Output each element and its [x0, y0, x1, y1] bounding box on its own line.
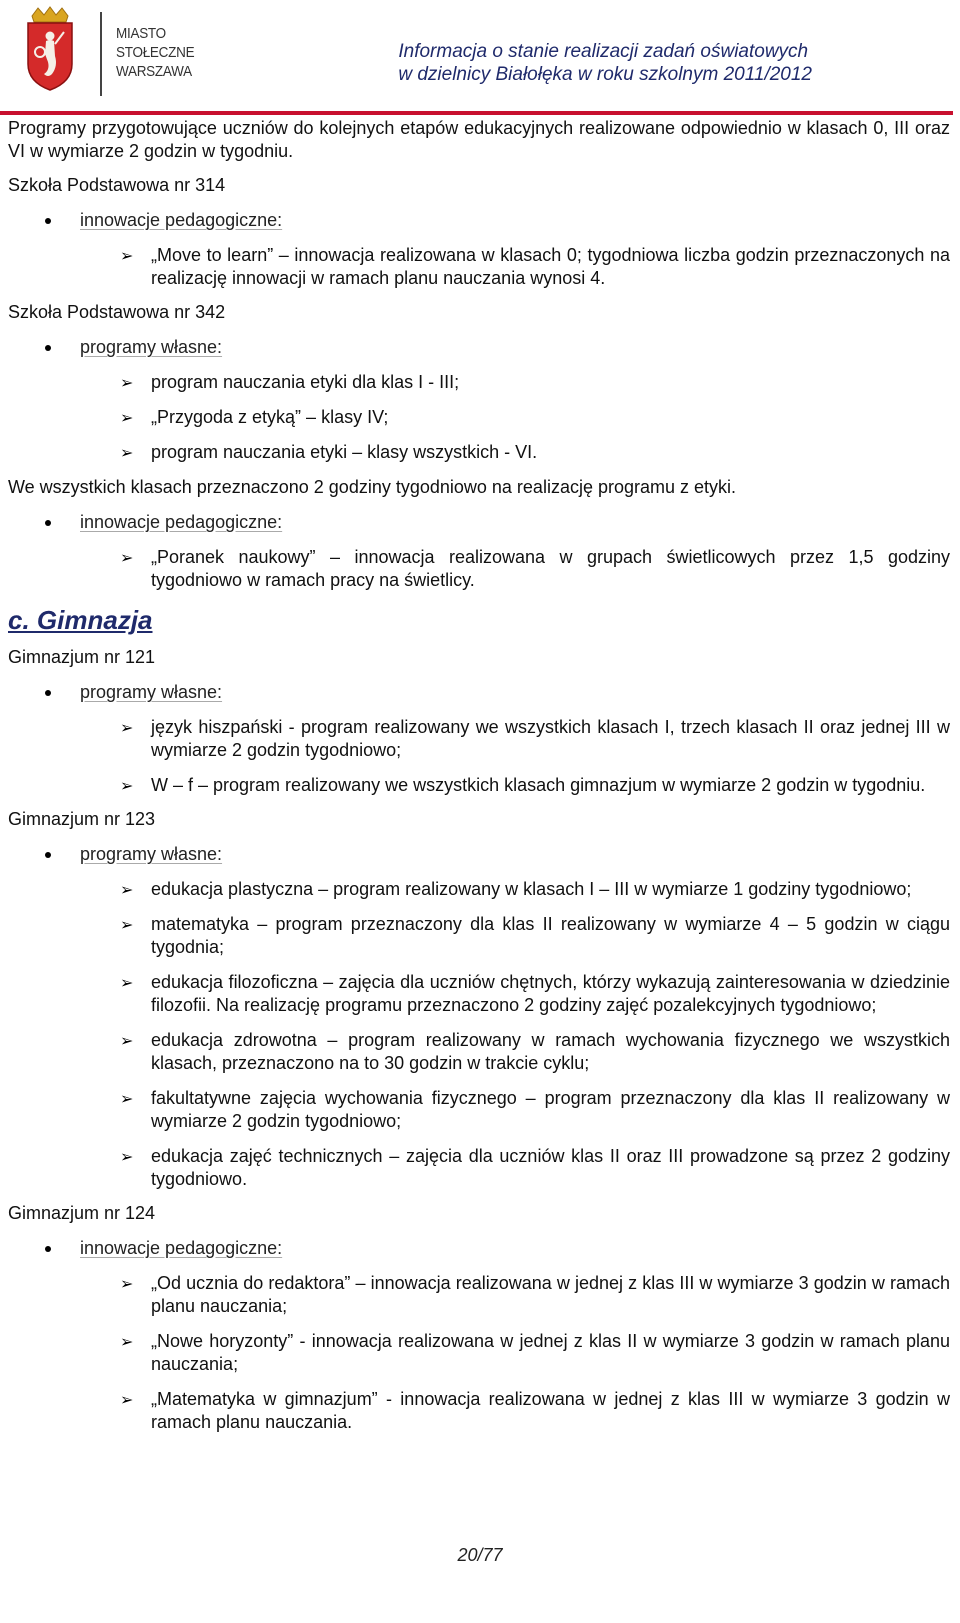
list-item-text: „Od ucznia do redaktora” – innowacja realizowana w jednej z klas III w wymiarze 3 godzin w ramach planu nauczania; [151, 1273, 950, 1316]
arrowhead-bullet-icon: ➢ [120, 1392, 134, 1409]
list-item-text: „Matematyka w gimnazjum” - innowacja realizowana w jednej z klas III w wymiarze 3 godzin w ramach planu nauczania. [151, 1389, 950, 1432]
list-item-text: program nauczania etyki dla klas I - III; [151, 372, 460, 392]
arrowhead-bullet-icon: ➢ [120, 375, 134, 392]
bullet-label: programy własne: [80, 337, 223, 357]
logo-line-3: WARSZAWA [116, 63, 192, 80]
bullet-dot-icon [45, 218, 51, 224]
arrowhead-bullet-icon: ➢ [120, 1091, 134, 1108]
list-item-text: edukacja plastyczna – program realizowany w klasach I – III w wymiarze 1 godziny tygodniowo; [151, 879, 912, 899]
bullet-item [8, 681, 950, 704]
school-heading-sp314: Szkoła Podstawowa nr 314 [8, 175, 226, 195]
list-item [8, 913, 950, 959]
arrowhead-bullet-icon: ➢ [120, 917, 134, 934]
arrowhead-bullet-icon: ➢ [120, 882, 134, 899]
list-item [8, 1330, 950, 1376]
arrowhead-bullet-icon: ➢ [120, 1334, 134, 1351]
document-title-line-2: w dzielnicy Białołęka w roku szkolnym 2011/2012 [398, 64, 812, 85]
bullet-dot-icon [45, 852, 51, 858]
document-title [398, 40, 812, 86]
list-item [8, 1087, 950, 1133]
arrowhead-bullet-icon: ➢ [120, 720, 134, 737]
list-item [8, 1272, 950, 1318]
bullet-label: innowacje pedagogiczne: [80, 1238, 283, 1258]
arrowhead-bullet-icon: ➢ [120, 445, 134, 462]
list-item-text: „Przygoda z etyką” – klasy IV; [151, 407, 389, 427]
arrowhead-bullet-icon: ➢ [120, 1276, 134, 1293]
school-heading-g124: Gimnazjum nr 124 [8, 1203, 156, 1223]
list-item [8, 971, 950, 1017]
list-item [8, 406, 950, 429]
bullet-dot-icon [45, 520, 51, 526]
header-rule [0, 111, 953, 115]
bullet-label: innowacje pedagogiczne: [80, 210, 283, 230]
list-item [8, 878, 950, 901]
bullet-label: programy własne: [80, 844, 223, 864]
bullet-dot-icon [45, 345, 51, 351]
bullet-item [8, 511, 950, 534]
section-heading-gimnazja: c. Gimnazja [8, 605, 153, 635]
logo-divider [100, 12, 102, 96]
list-item-text: „Poranek naukowy” – innowacja realizowana w grupach świetlicowych przez 1,5 godziny tygodniowo w ramach pracy na świetlicy. [151, 547, 950, 590]
bullet-dot-icon [45, 690, 51, 696]
arrowhead-bullet-icon: ➢ [120, 550, 134, 567]
arrowhead-bullet-icon: ➢ [120, 975, 134, 992]
list-item-text: edukacja filozoficzna – zajęcia dla uczniów chętnych, którzy wykazują zainteresowania w dziedzinie filozofii. Na realizację programu przeznaczono 2 godziny zajęć pozalekcyjnych tygodniowo; [151, 972, 950, 1015]
bullet-item [8, 843, 950, 866]
note-paragraph: We wszystkich klasach przeznaczono 2 godziny tygodniowo na realizację programu z etyki. [8, 477, 737, 497]
list-item-text: program nauczania etyki – klasy wszystkich - VI. [151, 442, 538, 462]
list-item-text: matematyka – program przeznaczony dla klas II realizowany w wymiarze 4 – 5 godzin w ciągu tygodnia; [151, 914, 950, 957]
bullet-dot-icon [45, 1246, 51, 1252]
bullet-item [8, 209, 950, 232]
list-item-text: W – f – program realizowany we wszystkich klasach gimnazjum w wymiarze 2 godzin w tygodniu. [151, 775, 926, 795]
arrowhead-bullet-icon: ➢ [120, 248, 134, 265]
intro-paragraph: Programy przygotowujące uczniów do kolejnych etapów edukacyjnych realizowane odpowiednio w klasach 0, III oraz VI w wymiarze 2 godzin w tygodniu. [8, 118, 950, 161]
arrowhead-bullet-icon: ➢ [120, 1149, 134, 1166]
document-body [8, 117, 950, 1434]
school-heading-g121: Gimnazjum nr 121 [8, 647, 156, 667]
list-item [8, 546, 950, 592]
logo-line-2: STOŁECZNE [116, 44, 195, 61]
list-item [8, 244, 950, 290]
page-header [0, 0, 960, 118]
bullet-item [8, 336, 950, 359]
bullet-label: innowacje pedagogiczne: [80, 512, 283, 532]
list-item-text: fakultatywne zajęcia wychowania fizycznego – program przeznaczony dla klas II realizowany w wymiarze 2 godzin tygodniowo; [151, 1088, 950, 1131]
list-item-text: edukacja zajęć technicznych – zajęcia dla uczniów klas II oraz III prowadzone są przez 2 godziny tygodniowo. [151, 1146, 950, 1189]
list-item [8, 716, 950, 762]
arrowhead-bullet-icon: ➢ [120, 778, 134, 795]
arrowhead-bullet-icon: ➢ [120, 1033, 134, 1050]
school-heading-sp342: Szkoła Podstawowa nr 342 [8, 302, 226, 322]
list-item-text: język hiszpański - program realizowany we wszystkich klasach I, trzech klasach II oraz jednej III w wymiarze 2 godzin tygodniowo; [151, 717, 950, 760]
list-item [8, 774, 950, 797]
list-item-text: „Move to learn” – innowacja realizowana w klasach 0; tygodniowa liczba godzin przeznaczonych na realizację innowacji w ramach planu nauczania wynosi 4. [151, 245, 950, 288]
list-item [8, 1388, 950, 1434]
list-item [8, 1145, 950, 1191]
arrowhead-bullet-icon: ➢ [120, 410, 134, 427]
school-heading-g123: Gimnazjum nr 123 [8, 809, 156, 829]
bullet-label: programy własne: [80, 682, 223, 702]
list-item [8, 441, 950, 464]
list-item [8, 1029, 950, 1075]
city-wordmark [116, 24, 203, 81]
list-item-text: edukacja zdrowotna – program realizowany w ramach wychowania fizycznego we wszystkich klasach, przeznaczono na to 30 godzin w trakcie cyklu; [151, 1030, 950, 1073]
bullet-item [8, 1237, 950, 1260]
list-item-text: „Nowe horyzonty” - innowacja realizowana w jednej z klas II w wymiarze 3 godzin w ramach planu nauczania; [151, 1331, 950, 1374]
logo-line-1: MIASTO [116, 25, 166, 42]
list-item [8, 371, 950, 394]
page-number: 20/77 [457, 1545, 503, 1565]
warsaw-crest-logo [22, 6, 78, 92]
document-title-line-1: Informacja o stanie realizacji zadań oświatowych [398, 41, 809, 62]
